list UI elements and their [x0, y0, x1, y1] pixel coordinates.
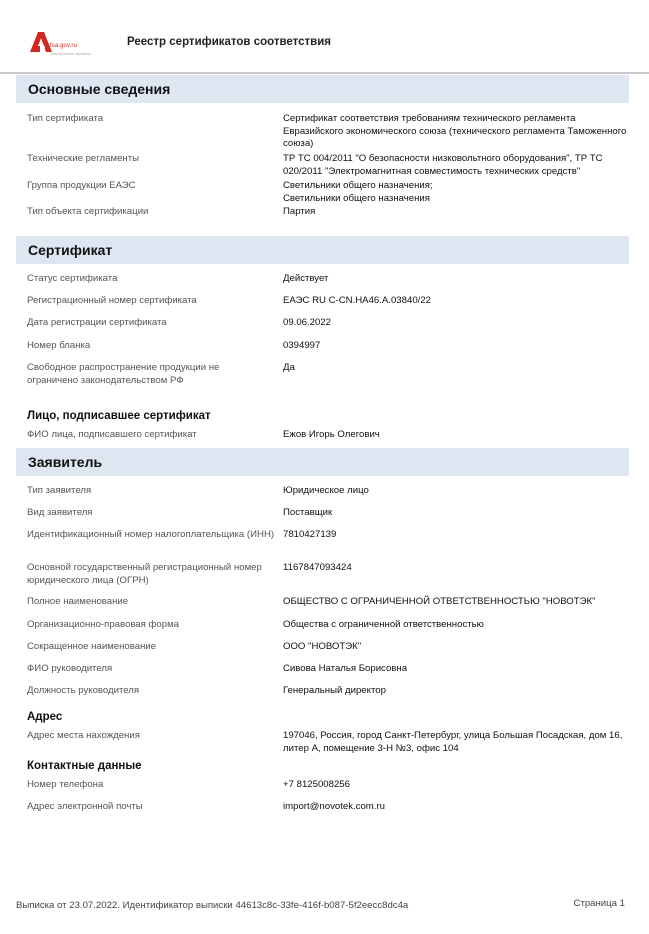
row-value: Партия	[283, 206, 316, 217]
row-label: Статус сертификата	[27, 273, 118, 284]
row-label: Номер телефона	[27, 779, 104, 790]
row-label: Номер бланка	[27, 340, 91, 351]
row-value: ТР ТС 004/2011 "О безопасности низковольтного оборудования", ТР ТС 020/2011 "Электромагнитная совместимость технических средств"	[283, 153, 603, 177]
row-value: Действует	[283, 273, 329, 284]
row-label: Тип заявителя	[27, 485, 92, 496]
section-address-heading: Адрес	[27, 711, 63, 723]
row-label: Вид заявителя	[27, 507, 93, 518]
section-signer-heading: Лицо, подписавшее сертификат	[27, 410, 211, 422]
row-value: ЕАЭС RU C-CN.НА46.А.03840/22	[283, 295, 431, 306]
footer-page-number: Страница 1	[573, 898, 625, 909]
row-value: 197046, Россия, город Санкт-Петербург, улица Большая Посадская, дом 16, литер А, помещение 3-Н №3, офис 104	[283, 730, 623, 754]
row-label: Регистрационный номер сертификата	[27, 295, 197, 306]
row-value: 1167847093424	[283, 562, 352, 573]
row-label: Основной государственный регистрационный номер юридического лица (ОГРН)	[27, 562, 262, 586]
row-value: ОБЩЕСТВО С ОГРАНИЧЕННОЙ ОТВЕТСТВЕННОСТЬЮ "НОВОТЭК"	[283, 596, 596, 607]
row-label: Должность руководителя	[27, 685, 140, 696]
row-label: Сокращенное наименование	[27, 641, 157, 652]
row-label: Полное наименование	[27, 596, 129, 607]
row-label: Свободное распространение продукции не ограничено законодательством РФ	[27, 362, 220, 386]
row-value: Сивова Наталья Борисовна	[283, 663, 408, 674]
row-value: 7810427139	[283, 529, 337, 540]
row-value: +7 8125008256	[283, 779, 350, 790]
row-value: import@novotek.com.ru	[283, 801, 385, 812]
row-label: ФИО лица, подписавшего сертификат	[27, 429, 197, 440]
row-label: ФИО руководителя	[27, 663, 113, 674]
row-value: Ежов Игорь Олегович	[283, 429, 380, 440]
page-header	[0, 0, 649, 74]
logo-subtext: электронные сервисы	[50, 51, 91, 56]
section-applicant-heading: Заявитель	[16, 448, 629, 476]
row-value: Общества с ограниченной ответственностью	[283, 619, 484, 630]
section-certificate-heading: Сертификат	[16, 236, 629, 264]
section-contacts-heading: Контактные данные	[27, 760, 142, 772]
section-basic-heading: Основные сведения	[16, 75, 629, 103]
row-label: Дата регистрации сертификата	[27, 317, 167, 328]
row-value: ООО "НОВОТЭК"	[283, 641, 362, 652]
row-label: Тип объекта сертификации	[27, 206, 149, 217]
row-value: 09.06.2022	[283, 317, 332, 328]
page-title: Реестр сертификатов соответствия	[127, 36, 332, 48]
row-label: Организационно-правовая форма	[27, 619, 180, 630]
row-value: Светильники общего назначения; Светильники общего назначения	[283, 180, 433, 204]
row-label: Идентификационный номер налогоплательщика (ИНН)	[27, 529, 275, 540]
row-label: Тип сертификата	[27, 113, 104, 124]
row-label: Технические регламенты	[27, 153, 139, 164]
row-value: Юридическое лицо	[283, 485, 369, 496]
row-value: Сертификат соответствия требованиям технического регламента Евразийского экономического союза (технического регламента Таможенного союза)	[283, 113, 627, 149]
row-value: 0394997	[283, 340, 321, 351]
row-label: Адрес места нахождения	[27, 730, 140, 741]
row-value: Да	[283, 362, 295, 373]
logo-text: fsa.gov.ru	[50, 43, 77, 49]
row-value: Поставщик	[283, 507, 333, 518]
row-value: Генеральный директор	[283, 685, 386, 696]
footer-extract-info: Выписка от 23.07.2022. Идентификатор выписки 44613c8c-33fe-416f-b087-5f2eecc8dc4a	[16, 900, 409, 911]
row-label: Адрес электронной почты	[27, 801, 143, 812]
row-label: Группа продукции ЕАЭС	[27, 180, 136, 191]
